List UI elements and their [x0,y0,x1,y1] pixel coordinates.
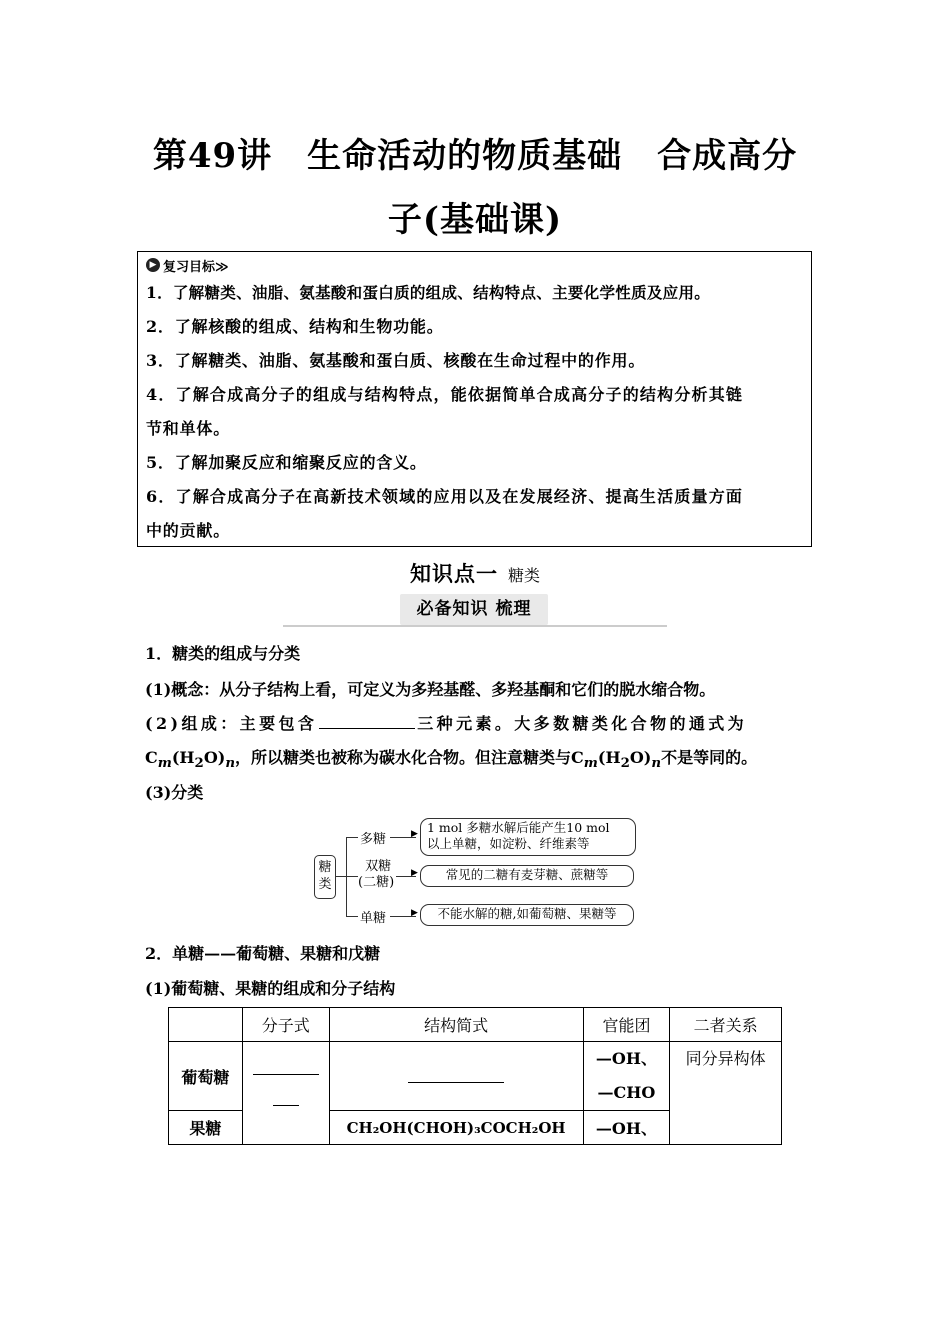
polysaccharide-desc-line1: 1 mol 多糖水解后能产生10 mol [427,820,610,835]
tree-connector [346,876,358,877]
classification-label: (3)分类 [145,783,204,802]
table-header-cell: 分子式 [242,1008,329,1042]
polysaccharide-desc-box [420,818,636,856]
disaccharide-label: 双糖 [365,859,392,874]
knowledge-point-title: 知识点一 [409,562,498,586]
relation-cell [670,1042,782,1145]
review-goals-box [137,251,812,547]
tree-connector [346,916,358,917]
banner-divider [283,625,667,627]
page-title-line1: 第49讲 生命活动的物质基础 合成高分 [152,136,798,176]
knowledge-point-subtitle: 糖类 [507,566,540,585]
table-header-row [169,1008,782,1042]
answer-blank[interactable] [319,712,415,729]
goal-item: 节和单体。 [146,419,231,438]
disaccharide-desc-box: 常见的二糖有麦芽糖、蔗糖等 [420,865,634,887]
banner-label: 必备知识 梳理 [400,594,548,625]
table-header-cell: 官能团 [583,1008,670,1042]
fructose-structure-cell: CH₂OH(CHOH)₃COCH₂OH [329,1111,583,1145]
review-goals-label: 复习目标≫ [163,259,229,275]
tree-root-box: 糖类 [314,855,336,899]
goal-item: 3．了解糖类、油脂、氨基酸和蛋白质、核酸在生命过程中的作用。 [146,351,646,370]
sugar-structure-table [168,1007,782,1145]
answer-blank-area[interactable] [243,1058,329,1110]
formula-paragraph [145,745,757,771]
concept-paragraph: (1)概念：从分子结构上看，可定义为多羟基醛、多羟基酮和它们的脱水缩合物。 [145,680,716,699]
page-title-line2: 子(基础课) [387,200,563,240]
knowledge-banner [283,594,667,630]
general-formula: $C_m(H_2O)_n$ [571,748,662,772]
table-header-cell: 结构简式 [329,1008,583,1042]
review-goals-header [146,254,805,276]
relation-text: 同分异构体 [685,1049,766,1068]
section2-sub1: (1)葡萄糖、果糖的组成和分子结构 [145,979,396,998]
goal-item: 中的贡献。 [146,521,231,540]
section1-heading: 1．糖类的组成与分类 [145,644,301,663]
tree-connector [336,876,346,877]
goal-item: 5．了解加聚反应和缩聚反应的含义。 [146,453,427,472]
table-header-cell [169,1008,243,1042]
glucose-fg-cell [583,1042,670,1111]
goal-item: 1．了解糖类、油脂、氨基酸和蛋白质的组成、结构特点、主要化学性质及应用。 [146,283,711,302]
arrow-head-icon: ▶ [411,829,418,839]
play-icon: ▶ [146,258,160,272]
formula-blank-cell [242,1042,329,1145]
answer-blank[interactable] [408,1066,504,1083]
table-header-cell: 二者关系 [670,1008,782,1042]
polysaccharide-desc-line2: 以上单糖，如淀粉、纤维素等 [427,836,590,851]
fructose-fg-cell: —OH、 [583,1111,670,1145]
disaccharide-label-alt: (二糖) [358,875,395,890]
general-formula: $C_m(H_2O)_n$ [145,748,236,772]
glucose-name-cell: 葡萄糖 [169,1042,243,1111]
goal-item: 6．了解合成高分子在高新技术领域的应用以及在发展经济、提高生活质量方面 [146,487,744,506]
answer-blank[interactable] [273,1089,299,1106]
goal-item: 2．了解核酸的组成、结构和生物功能。 [146,317,444,336]
tree-connector [346,837,358,838]
answer-blank[interactable] [253,1058,319,1075]
fructose-name-cell: 果糖 [169,1111,243,1145]
formula-text-a: ，所以糖类也被称为碳水化合物。但注意糖类与 [235,748,572,767]
monosaccharide-desc-box: 不能水解的糖,如葡萄糖、果糖等 [420,904,634,926]
table-row [169,1042,782,1111]
glucose-structure-cell [329,1042,583,1111]
composition-text-a: (2)组成：主要包含 [145,714,318,733]
arrow-head-icon: ▶ [411,908,418,918]
arrow-head-icon: ▶ [411,868,418,878]
branch-label-disaccharide [358,859,395,891]
goal-item: 4．了解合成高分子的组成与结构特点，能依据简单合成高分子的结构分析其链 [146,385,744,404]
glucose-fg-line1: —OH、 [595,1049,657,1068]
branch-label-polysaccharide: 多糖 [360,832,387,847]
composition-text-b: 三种元素。大多数糖类化合物的通式为 [417,714,748,733]
sugar-classification-diagram [310,815,650,930]
glucose-fg-line2: —CHO [597,1083,656,1102]
composition-paragraph [145,711,747,734]
section2-heading: 2．单糖——葡萄糖、果糖和戊糖 [145,944,381,963]
formula-text-b: 不是等同的。 [661,748,758,767]
knowledge-point-header [0,558,950,588]
branch-label-monosaccharide: 单糖 [360,911,387,926]
